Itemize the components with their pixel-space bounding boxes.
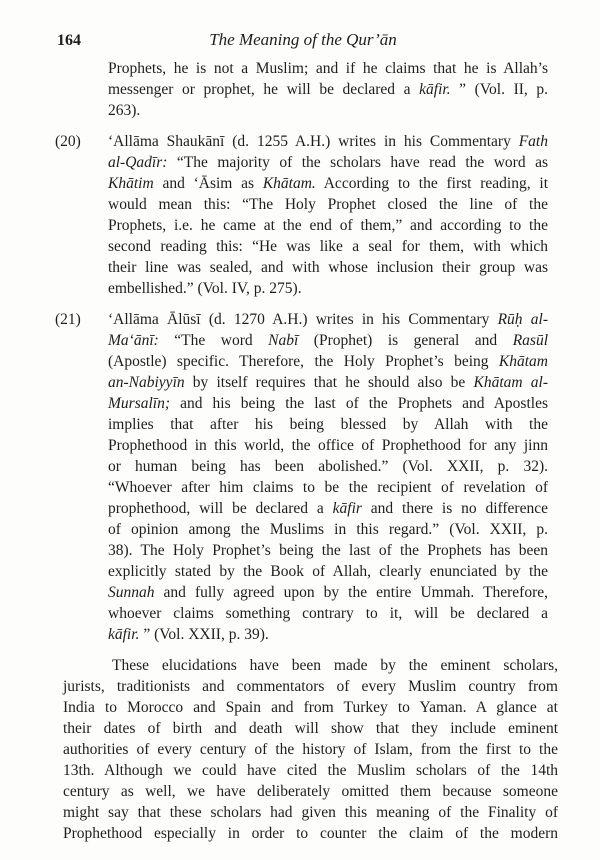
text-line (108, 58, 548, 79)
continuation-text (108, 58, 548, 121)
text-run: and fully agreed upon by the entire Ummah. Therefore, (154, 584, 548, 601)
text-line (108, 561, 548, 582)
text-line (108, 79, 548, 100)
italic-term: Sunnah (108, 584, 155, 601)
text-run: According to the first reading, it (315, 175, 549, 192)
text-run: authorities of every century of the history of Islam, from the first to the (63, 741, 558, 758)
text-line (108, 236, 548, 257)
text-line (108, 498, 548, 519)
item-number-21: (21) (55, 311, 81, 328)
text-line (108, 257, 548, 278)
text-line (108, 194, 548, 215)
item-number-20: (20) (55, 133, 81, 150)
text-run: their dates of birth and death will show that they include eminent (63, 720, 558, 737)
italic-term: Khātam al- (473, 374, 548, 391)
body-paragraph (63, 655, 558, 844)
text-line (63, 823, 558, 844)
text-run: or human being has been abolished.” (Vol. XXII, p. 32). (108, 458, 548, 475)
text-line (108, 100, 548, 121)
text-run: embellished.” (Vol. IV, p. 275). (108, 280, 302, 297)
italic-term: Ma‘ānī: (108, 332, 159, 349)
text-run: 263). (108, 102, 141, 119)
page-number: 164 (57, 32, 81, 49)
italic-term: al-Qadīr: (108, 154, 168, 171)
text-run: Prophethood especially in order to counter the claim of the modern (63, 825, 558, 842)
text-run: their line was sealed, and with whose inclusion their group was (108, 259, 548, 276)
italic-term: kāfir. (419, 81, 451, 98)
italic-term: Khātam. (262, 175, 316, 192)
text-run: explicitly stated by the Book of Allah, clearly enunciated by the (108, 563, 548, 580)
text-run: and his being the last of the Prophets and Apostles (170, 395, 548, 412)
text-line (108, 582, 548, 603)
text-line (108, 330, 548, 351)
text-run: These elucidations have been made by the eminent scholars, (112, 657, 558, 674)
text-line (108, 456, 548, 477)
italic-term: Fath (518, 133, 548, 150)
text-line (63, 655, 558, 676)
italic-term: Khātam (498, 353, 548, 370)
text-run: Prophets, he is not a Muslim; and if he claims that he is Allah’s (108, 60, 548, 77)
text-line (108, 131, 548, 152)
text-run: Prophethood in this world, the office of Prophethood for any jinn (108, 437, 548, 454)
text-line (108, 477, 548, 498)
text-run: ‘Allāma Shaukānī (d. 1255 A.H.) writes in his Commentary (108, 133, 519, 150)
text-run: and ‘Āsim as (153, 175, 263, 192)
italic-term: Mursalīn; (108, 395, 170, 412)
text-line (108, 278, 548, 299)
text-run: would mean this: “The Holy Prophet closed the line of the (108, 196, 548, 213)
text-run: “Whoever after him claims to be the recipient of revelation of (108, 479, 548, 496)
text-run: “The majority of the scholars have read the word as (167, 154, 548, 171)
italic-term: kāfir. (108, 626, 140, 643)
text-line (108, 603, 548, 624)
text-run: India to Morocco and Spain and from Turkey to Yaman. A glance at (63, 699, 558, 716)
text-run: implies that after his being blessed by Allah with the (108, 416, 548, 433)
page-body (0, 52, 600, 844)
text-line (108, 435, 548, 456)
continuation-item (0, 58, 600, 121)
text-run: jurists, traditionists and commentators of every Muslim country from (63, 678, 558, 695)
paragraph-item (0, 655, 600, 844)
text-run: of opinion among the Muslims in this regard.” (Vol. XXII, p. (108, 521, 548, 538)
text-line (108, 540, 548, 561)
text-run: second reading this: “He was like a seal for them, with which (108, 238, 548, 255)
text-run: ” (Vol. XXII, p. 39). (139, 626, 269, 643)
text-line (63, 760, 558, 781)
text-line (108, 173, 548, 194)
text-run: (Apostle) specific. Therefore, the Holy Prophet’s being (108, 353, 499, 370)
text-line (108, 414, 548, 435)
item-20 (0, 131, 600, 299)
text-run: ‘Allāma Ālūsī (d. 1270 A.H.) writes in his Commentary (108, 311, 498, 328)
italic-term: Rasūl (512, 332, 548, 349)
text-run: ” (Vol. II, p. (450, 81, 548, 98)
text-run: “The word (158, 332, 269, 349)
text-line (108, 152, 548, 173)
text-run: Prophets, i.e. he came at the end of them,” and according to the (108, 217, 548, 234)
text-line (108, 393, 548, 414)
text-line (63, 676, 558, 697)
text-line (63, 802, 558, 823)
text-line (63, 718, 558, 739)
text-line (63, 697, 558, 718)
item-21-text (108, 309, 548, 645)
page-header (0, 0, 600, 52)
running-title: The Meaning of the Qur’ān (209, 30, 397, 49)
text-run: 13th. Although we could have cited the Muslim scholars of the 14th (63, 762, 558, 779)
item-21 (0, 309, 600, 645)
text-run: might say that these scholars had given this meaning of the Finality of (63, 804, 558, 821)
text-line (108, 309, 548, 330)
text-run: (Prophet) is general and (298, 332, 513, 349)
italic-term: an-Nabiyyīn (108, 374, 185, 391)
text-line (108, 372, 548, 393)
text-line (108, 519, 548, 540)
text-run: whoever claims something contrary to it, will be declared a (108, 605, 548, 622)
italic-term: kāfir (332, 500, 362, 517)
italic-term: Rūḥ al- (497, 311, 549, 328)
text-run: 38). The Holy Prophet’s being the last of the Prophets has been (108, 542, 548, 559)
text-line (63, 781, 558, 802)
text-run: prophethood, will be declared a (108, 500, 333, 517)
text-run: by itself requires that he should also be (184, 374, 474, 391)
text-line (108, 351, 548, 372)
italic-term: Khātim (108, 175, 154, 192)
text-run: century as well, we have deliberately omitted them because someone (63, 783, 558, 800)
text-line (108, 215, 548, 236)
item-20-text (108, 131, 548, 299)
text-run: and there is no difference (361, 500, 548, 517)
text-run: messenger or prophet, he will be declared a (108, 81, 420, 98)
italic-term: Nabī (268, 332, 299, 349)
text-line (63, 739, 558, 760)
text-line (108, 624, 548, 645)
